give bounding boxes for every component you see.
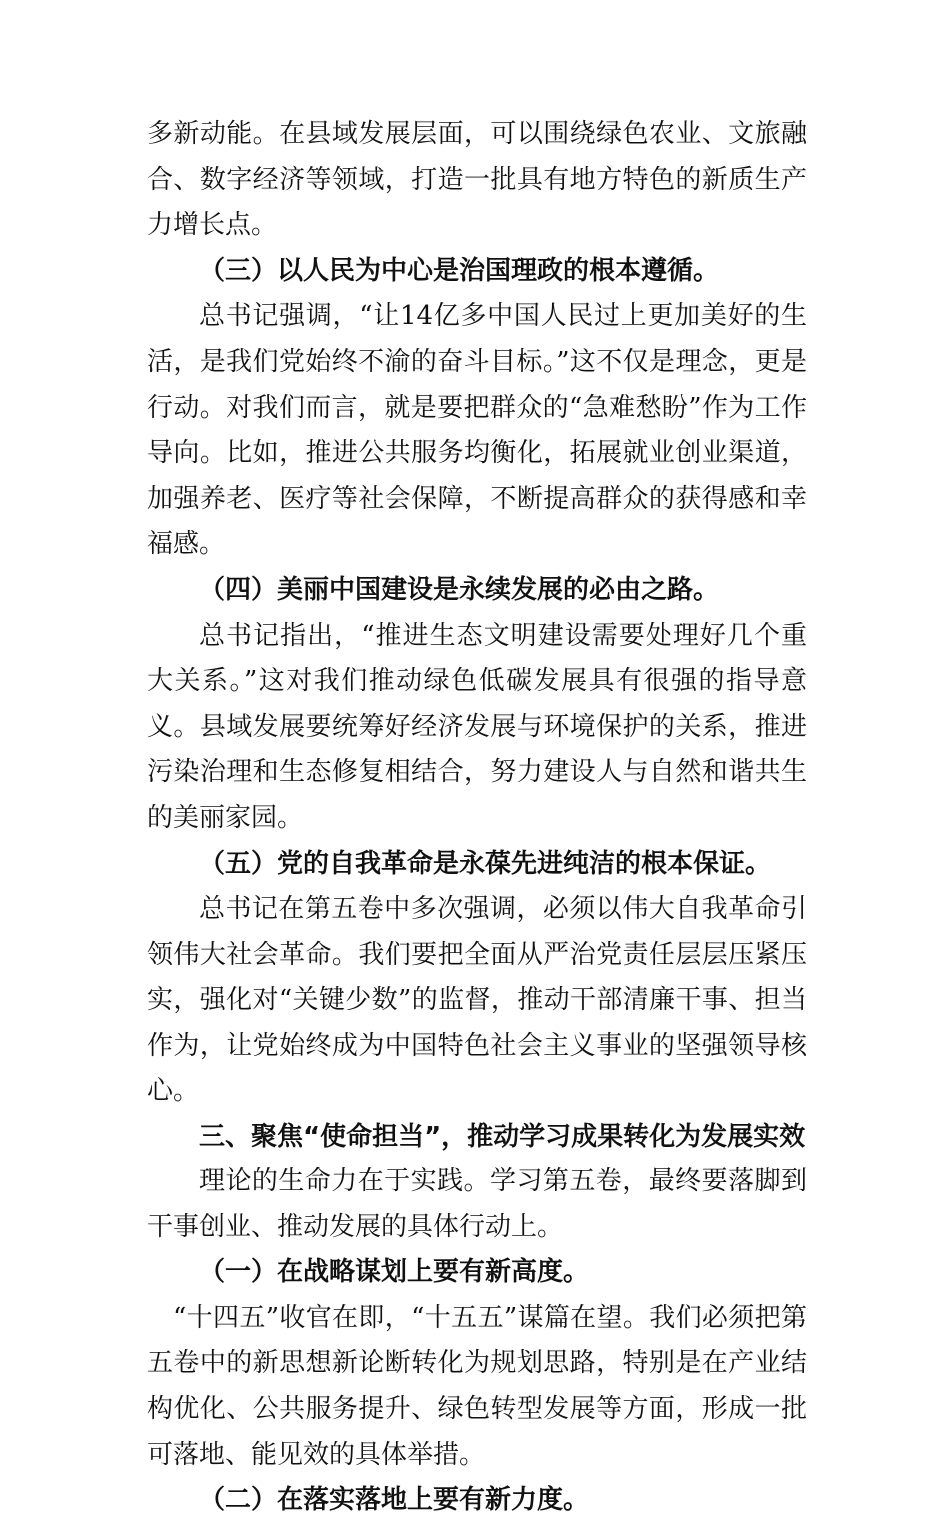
body-paragraph: 总书记指出，“推进生态文明建设需要处理好几个重大关系。”这对我们推动绿色低碳发展具有很强的指导意义。县域发展要统筹好经济发展与环境保护的关系，推进污染治理和生态修复相结合，努力建设人与自然和谐共生的美丽家园。	[147, 620, 807, 833]
body-paragraph: “十四五”收官在即，“十五五”谋篇在望。我们必须把第五卷中的新思想新论断转化为规划思路，特别是在产业结构优化、公共服务提升、绿色转型发展等方面，形成一批可落地、能见效的具体举措。	[147, 1302, 807, 1470]
subheading-1: （一）在战略谋划上要有新高度。	[199, 1257, 590, 1288]
section-heading-3: 三、聚焦“使命担当”，推动学习成果转化为发展实效	[199, 1122, 806, 1153]
body-paragraph: 总书记强调，“让14亿多中国人民过上更加美好的生活，是我们党始终不渝的奋斗目标。”这不仅是理念，更是行动。对我们而言，就是要把群众的“急难愁盼”作为工作导向。比如，推进公共服务均衡化，拓展就业创业渠道，加强养老、医疗等社会保障，不断提高群众的获得感和幸福感。	[147, 301, 807, 560]
subheading-2: （二）在落实落地上要有新力度。	[199, 1485, 590, 1516]
body-paragraph-continued: 多新动能。在县域发展层面，可以围绕绿色农业、文旅融合、数字经济等领域，打造一批具有地方特色的新质生产力增长点。	[147, 119, 807, 241]
subheading-4: （四）美丽中国建设是永续发展的必由之路。	[199, 574, 720, 605]
subheading-5: （五）党的自我革命是永葆先进纯洁的根本保证。	[199, 848, 772, 879]
subheading-3: （三）以人民为中心是治国理政的根本遵循。	[199, 255, 720, 286]
body-paragraph: 总书记在第五卷中多次强调，必须以伟大自我革命引领伟大社会革命。我们要把全面从严治党责任层层压紧压实，强化对“关键少数”的监督，推动干部清廉干事、担当作为，让党始终成为中国特色社会主义事业的坚强领导核心。	[147, 894, 807, 1107]
body-paragraph: 理论的生命力在于实践。学习第五卷，最终要落脚到干事创业、推动发展的具体行动上。	[147, 1166, 807, 1242]
document-body	[147, 112, 807, 1524]
